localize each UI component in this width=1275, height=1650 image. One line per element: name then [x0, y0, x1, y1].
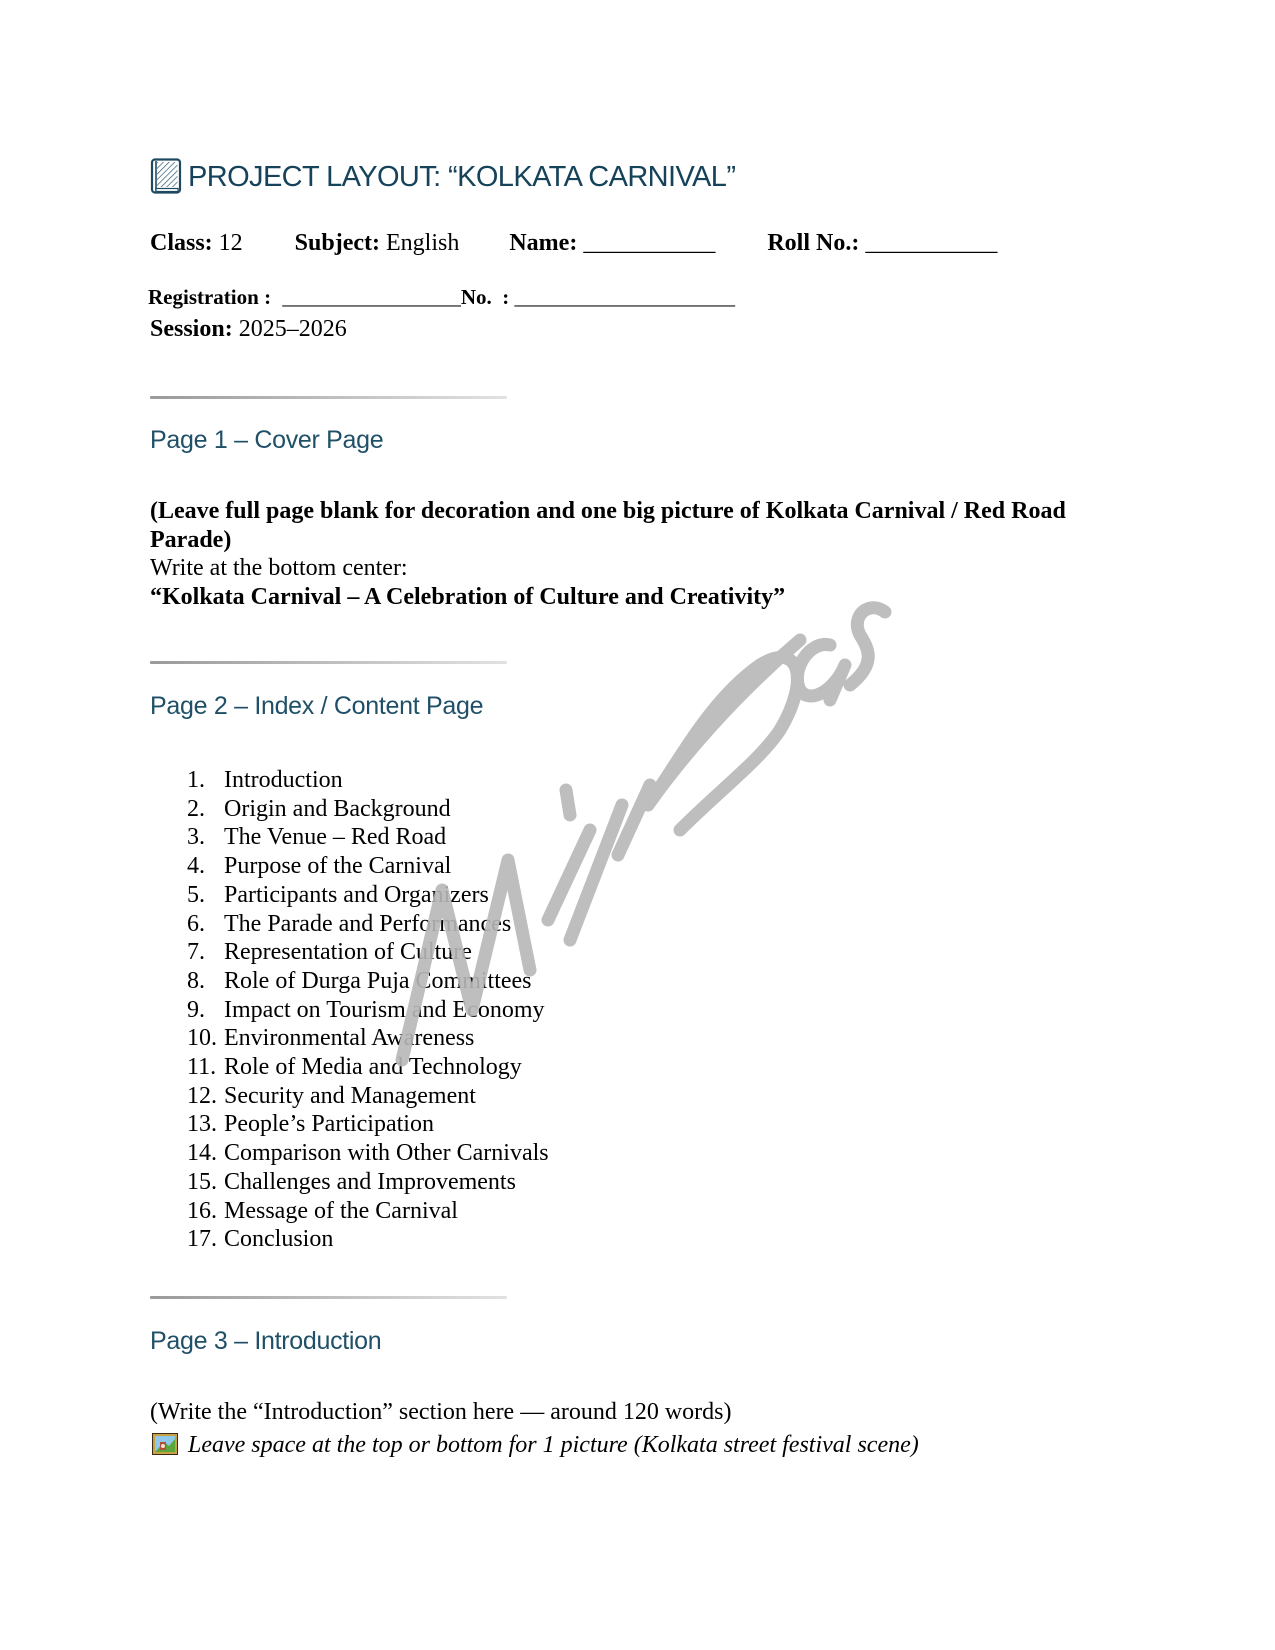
index-item-number: 7. [187, 939, 205, 966]
index-item-text: Security and Management [224, 1082, 476, 1109]
framed-picture-icon [152, 1433, 178, 1455]
picture-note-text: Leave space at the top or bottom for 1 picture (Kolkata street festival scene) [188, 1432, 919, 1458]
section-divider [150, 1296, 507, 1299]
index-item-number: 15. [187, 1168, 217, 1195]
index-item-text: Conclusion [224, 1226, 334, 1253]
index-item-text: Representation of Culture [224, 939, 472, 966]
index-item-number: 1. [187, 767, 205, 793]
index-item-number: 10. [187, 1025, 217, 1052]
page3-instruction: (Write the “Introduction” section here — around 120 words) [150, 1399, 732, 1425]
index-list-item [187, 852, 549, 881]
index-list-item [187, 996, 549, 1025]
index-list-item [187, 938, 549, 967]
document-title [150, 155, 735, 199]
index-item-text: The Venue – Red Road [224, 824, 447, 851]
index-item-text: Environmental Awareness [224, 1025, 475, 1052]
title-text: PROJECT LAYOUT: “KOLKATA CARNIVAL” [188, 160, 736, 193]
index-item-text: Participants and Organizers [224, 881, 489, 908]
page2-heading: Page 2 – Index / Content Page [150, 692, 484, 720]
page1-heading: Page 1 – Cover Page [150, 426, 384, 454]
index-item-number: 2. [187, 795, 205, 822]
index-list-item [187, 823, 549, 852]
index-item-number: 8. [187, 967, 205, 994]
index-list-item [187, 1225, 549, 1254]
index-list-item [187, 1082, 549, 1111]
index-item-text: The Parade and Performances [224, 910, 512, 937]
index-list-item [187, 766, 549, 795]
index-list-item [187, 910, 549, 939]
index-item-number: 9. [187, 996, 205, 1023]
index-item-number: 5. [187, 881, 205, 908]
index-item-number: 17. [187, 1226, 217, 1253]
page3-picture-note [152, 1431, 919, 1460]
index-item-text: Impact on Tourism and Economy [224, 996, 545, 1023]
subject-field: Subject: English [294, 230, 460, 256]
section-divider [150, 661, 507, 664]
index-item-text: Role of Durga Puja Committees [224, 967, 532, 994]
section-divider [150, 396, 507, 399]
index-item-text: Purpose of the Carnival [224, 853, 452, 880]
number-blank: _____________________ [514, 285, 735, 309]
session-field: Session: 2025–2026 [150, 316, 347, 342]
index-item-number: 12. [187, 1082, 217, 1109]
registration-row [148, 285, 735, 310]
index-item-number: 16. [187, 1197, 217, 1224]
registration-label: Registration : [148, 285, 272, 309]
registration-blank: _________________ [282, 285, 461, 309]
index-list-item [187, 1110, 549, 1139]
book-icon [150, 158, 182, 196]
class-field: Class: 12 [150, 230, 243, 256]
index-list-item [187, 881, 549, 910]
index-item-text: People’s Participation [224, 1111, 434, 1138]
index-list-item [187, 1139, 549, 1168]
index-item-text: Origin and Background [224, 795, 451, 822]
number-label: No. : [460, 285, 510, 309]
index-list-item [187, 1197, 549, 1226]
index-item-number: 13. [187, 1111, 217, 1138]
index-list-item [187, 1024, 549, 1053]
index-list-item [187, 1053, 549, 1082]
index-item-text: Role of Media and Technology [224, 1054, 522, 1081]
name-field: Name: ___________ [509, 230, 716, 256]
index-item-text: Message of the Carnival [224, 1197, 458, 1224]
index-item-text: Introduction [224, 767, 343, 793]
page3-heading: Page 3 – Introduction [150, 1327, 382, 1355]
index-item-number: 14. [187, 1140, 217, 1167]
index-list-item [187, 795, 549, 824]
page1-note: (Leave full page blank for decoration and one big picture of Kolkata Carnival / Red Road Parade) [150, 498, 1066, 553]
page1-instruction: Write at the bottom center: [150, 555, 408, 581]
index-item-text: Comparison with Other Carnivals [224, 1140, 549, 1167]
index-item-text: Challenges and Improvements [224, 1168, 516, 1195]
roll-field: Roll No.: ___________ [767, 230, 998, 256]
index-item-number: 4. [187, 853, 205, 880]
index-item-number: 11. [187, 1054, 217, 1081]
index-list-item [187, 967, 549, 996]
index-item-number: 6. [187, 910, 205, 937]
student-info-row [150, 230, 997, 257]
page1-quote: “Kolkata Carnival – A Celebration of Culture and Creativity” [150, 584, 786, 610]
index-list [187, 766, 549, 1254]
index-list-item [187, 1168, 549, 1197]
index-item-number: 3. [187, 824, 205, 851]
